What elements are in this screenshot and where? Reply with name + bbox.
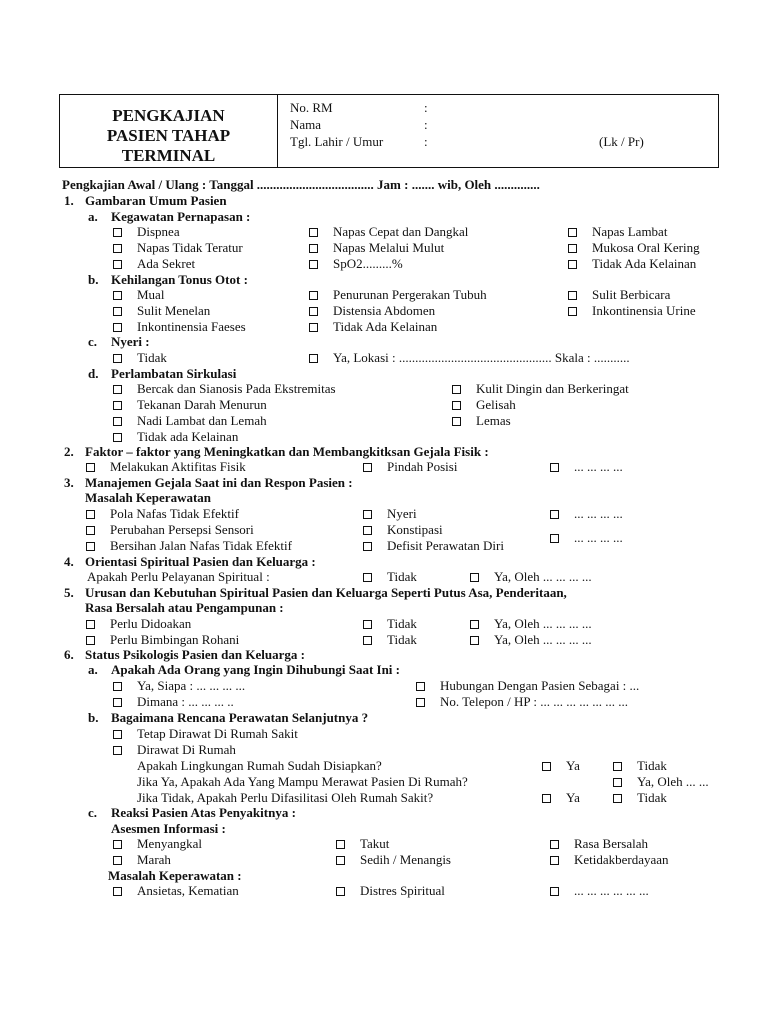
section-heading: Kegawatan Pernapasan : <box>111 209 251 224</box>
checkbox-option-label: Ada Sekret <box>137 256 196 271</box>
section-heading: a. <box>88 662 98 677</box>
checkbox-option-label: Takut <box>360 836 390 851</box>
checkbox-option-label: Ansietas, Kematian <box>137 883 239 898</box>
checkbox-option-label: Napas Melalui Mulut <box>333 240 445 255</box>
section-heading: 1. <box>64 193 74 208</box>
checkbox-option-label: Distensia Abdomen <box>333 303 436 318</box>
checkbox-icon[interactable] <box>550 510 559 519</box>
checkbox-option-label: Ya <box>566 790 580 805</box>
section-heading: Gambaran Umum Pasien <box>85 193 227 208</box>
checkbox-option-label: Pola Nafas Tidak Efektif <box>110 506 239 521</box>
checkbox-option-label: Tidak <box>637 790 667 805</box>
checkbox-icon[interactable] <box>113 746 122 755</box>
checkbox-icon[interactable] <box>309 354 318 363</box>
form-title <box>60 106 277 166</box>
checkbox-option-label: Pindah Posisi <box>387 459 458 474</box>
checkbox-icon[interactable] <box>336 856 345 865</box>
checkbox-icon[interactable] <box>363 526 372 535</box>
checkbox-icon[interactable] <box>568 244 577 253</box>
checkbox-icon[interactable] <box>336 840 345 849</box>
checkbox-icon[interactable] <box>113 260 122 269</box>
checkbox-icon[interactable] <box>113 417 122 426</box>
checkbox-icon[interactable] <box>363 463 372 472</box>
checkbox-icon[interactable] <box>86 620 95 629</box>
tgl-lahir-umur-separator: : <box>424 134 428 149</box>
gender-option-lk-pr: (Lk / Pr) <box>599 134 644 149</box>
section-heading: 5. <box>64 585 74 600</box>
checkbox-icon[interactable] <box>113 730 122 739</box>
checkbox-option-label: Tidak ada Kelainan <box>137 429 239 444</box>
checkbox-option-label: Defisit Perawatan Diri <box>387 538 504 553</box>
checkbox-icon[interactable] <box>416 698 425 707</box>
checkbox-option-label: Penurunan Pergerakan Tubuh <box>333 287 487 302</box>
checkbox-option-label: Tidak <box>137 350 167 365</box>
section-heading: c. <box>88 805 98 820</box>
checkbox-option-label: Lemas <box>476 413 511 428</box>
checkbox-icon[interactable] <box>113 354 122 363</box>
checkbox-option-label: Ya, Lokasi : ............................................... Skala : ........... <box>333 350 630 365</box>
checkbox-icon[interactable] <box>452 417 461 426</box>
section-heading: Masalah Keperawatan : <box>108 868 242 883</box>
checkbox-option-label: Tidak Ada Kelainan <box>333 319 438 334</box>
checkbox-option-label: Perlu Didoakan <box>110 616 192 631</box>
checkbox-option-label: ... ... ... ... <box>574 506 623 521</box>
checkbox-option-label: Perlu Bimbingan Rohani <box>110 632 240 647</box>
section-heading: 6. <box>64 647 74 662</box>
checkbox-icon[interactable] <box>309 244 318 253</box>
checkbox-icon[interactable] <box>113 856 122 865</box>
checkbox-icon[interactable] <box>542 794 551 803</box>
checkbox-option-label: ... ... ... ... <box>574 530 623 545</box>
checkbox-option-label: Menyangkal <box>137 836 202 851</box>
checkbox-icon[interactable] <box>363 620 372 629</box>
checkbox-option-label: Bercak dan Sianosis Pada Ekstremitas <box>137 381 336 396</box>
section-heading: Orientasi Spiritual Pasien dan Keluarga : <box>85 554 316 569</box>
checkbox-icon[interactable] <box>113 698 122 707</box>
checkbox-option-label: Rasa Bersalah <box>574 836 649 851</box>
checkbox-icon[interactable] <box>113 433 122 442</box>
nama-separator: : <box>424 117 428 132</box>
section-heading: Nyeri : <box>111 334 150 349</box>
checkbox-icon[interactable] <box>568 307 577 316</box>
section-heading: Status Psikologis Pasien dan Keluarga : <box>85 647 305 662</box>
checkbox-icon[interactable] <box>550 856 559 865</box>
section-heading: Urusan dan Kebutuhan Spiritual Pasien dan Keluarga Seperti Putus Asa, Penderitaan, <box>85 585 567 600</box>
form-text: Jika Tidak, Apakah Perlu Difasilitasi Oleh Rumah Sakit? <box>137 790 434 805</box>
form-text: Apakah Lingkungan Rumah Sudah Disiapkan? <box>137 758 382 773</box>
checkbox-option-label: Perubahan Persepsi Sensori <box>110 522 254 537</box>
section-heading: 3. <box>64 475 74 490</box>
checkbox-option-label: ... ... ... ... <box>574 459 623 474</box>
checkbox-option-label: Ya, Siapa : ... ... ... ... <box>137 678 246 693</box>
checkbox-option-label: Ya <box>566 758 580 773</box>
checkbox-option-label: Tekanan Darah Menurun <box>137 397 267 412</box>
checkbox-option-label: Hubungan Dengan Pasien Sebagai : ... <box>440 678 640 693</box>
section-heading: Pengkajian Awal / Ulang : Tanggal .................................... Jam : ....... wib, Oleh .............. <box>62 177 540 192</box>
section-heading: Manajemen Gejala Saat ini dan Respon Pasien : <box>85 475 353 490</box>
checkbox-icon[interactable] <box>416 682 425 691</box>
checkbox-icon[interactable] <box>363 542 372 551</box>
no-rm-label: No. RM <box>290 100 333 115</box>
section-heading: 2. <box>64 444 74 459</box>
checkbox-icon[interactable] <box>452 385 461 394</box>
checkbox-option-label: No. Telepon / HP : ... ... ... ... ... ... ... <box>440 694 628 709</box>
checkbox-icon[interactable] <box>550 840 559 849</box>
checkbox-option-label: Dimana : ... ... ... .. <box>137 694 234 709</box>
checkbox-option-label: Mukosa Oral Kering <box>592 240 700 255</box>
section-heading: Perlambatan Sirkulasi <box>111 366 237 381</box>
checkbox-option-label: Distres Spiritual <box>360 883 445 898</box>
checkbox-icon[interactable] <box>113 228 122 237</box>
section-heading: Bagaimana Rencana Perawatan Selanjutnya ? <box>111 710 369 725</box>
checkbox-option-label: Inkontinensia Faeses <box>137 319 246 334</box>
checkbox-option-label: Dispnea <box>137 224 180 239</box>
checkbox-icon[interactable] <box>86 636 95 645</box>
checkbox-icon[interactable] <box>470 620 479 629</box>
checkbox-icon[interactable] <box>86 463 95 472</box>
checkbox-icon[interactable] <box>452 401 461 410</box>
checkbox-icon[interactable] <box>550 463 559 472</box>
section-heading: Faktor – faktor yang Meningkatkan dan Membangkitksan Gejala Fisik : <box>85 444 489 459</box>
checkbox-icon[interactable] <box>363 636 372 645</box>
section-heading: Kehilangan Tonus Otot : <box>111 272 248 287</box>
checkbox-option-label: Tidak <box>637 758 667 773</box>
section-heading: c. <box>88 334 98 349</box>
section-heading: b. <box>88 272 99 287</box>
tgl-lahir-umur-label: Tgl. Lahir / Umur <box>290 134 384 149</box>
checkbox-option-label: Bersihan Jalan Nafas Tidak Efektif <box>110 538 292 553</box>
checkbox-icon[interactable] <box>309 228 318 237</box>
checkbox-option-label: Sulit Menelan <box>137 303 211 318</box>
section-heading: b. <box>88 710 99 725</box>
header-divider <box>277 95 278 167</box>
checkbox-icon[interactable] <box>550 887 559 896</box>
checkbox-icon[interactable] <box>86 510 95 519</box>
checkbox-icon[interactable] <box>113 244 122 253</box>
patient-header-box <box>59 94 719 168</box>
checkbox-option-label: Ya, Oleh ... ... ... ... <box>494 632 592 647</box>
checkbox-icon[interactable] <box>113 291 122 300</box>
section-heading: Asesmen Informasi : <box>111 821 226 836</box>
checkbox-icon[interactable] <box>363 573 372 582</box>
checkbox-option-label: Napas Tidak Teratur <box>137 240 243 255</box>
checkbox-option-label: Inkontinensia Urine <box>592 303 696 318</box>
checkbox-icon[interactable] <box>113 840 122 849</box>
checkbox-option-label: Marah <box>137 852 171 867</box>
checkbox-icon[interactable] <box>309 260 318 269</box>
checkbox-option-label: Ketidakberdayaan <box>574 852 669 867</box>
checkbox-icon[interactable] <box>86 542 95 551</box>
no-rm-separator: : <box>424 100 428 115</box>
checkbox-option-label: Nadi Lambat dan Lemah <box>137 413 267 428</box>
checkbox-option-label: Sedih / Menangis <box>360 852 451 867</box>
section-heading: 4. <box>64 554 74 569</box>
checkbox-icon[interactable] <box>309 307 318 316</box>
checkbox-icon[interactable] <box>309 291 318 300</box>
checkbox-option-label: ... ... ... ... ... ... <box>574 883 649 898</box>
checkbox-option-label: Tidak <box>387 616 417 631</box>
checkbox-icon[interactable] <box>113 385 122 394</box>
checkbox-icon[interactable] <box>470 573 479 582</box>
section-heading: Apakah Ada Orang yang Ingin Dihubungi Saat Ini : <box>111 662 401 677</box>
checkbox-icon[interactable] <box>336 887 345 896</box>
section-heading: Reaksi Pasien Atas Penyakitnya : <box>111 805 296 820</box>
checkbox-icon[interactable] <box>309 323 318 332</box>
checkbox-option-label: Tidak <box>387 569 417 584</box>
checkbox-option-label: Mual <box>137 287 165 302</box>
checkbox-icon[interactable] <box>113 323 122 332</box>
section-heading: a. <box>88 209 98 224</box>
form-title-line-1: PENGKAJIAN <box>112 106 225 125</box>
checkbox-icon[interactable] <box>613 778 622 787</box>
checkbox-icon[interactable] <box>113 682 122 691</box>
checkbox-option-label: Napas Lambat <box>592 224 668 239</box>
form-text: Jika Ya, Apakah Ada Yang Mampu Merawat Pasien Di Rumah? <box>137 774 468 789</box>
checkbox-option-label: Napas Cepat dan Dangkal <box>333 224 469 239</box>
checkbox-option-label: SpO2.........% <box>333 256 403 271</box>
checkbox-option-label: Nyeri <box>387 506 417 521</box>
checkbox-option-label: Gelisah <box>476 397 516 412</box>
checkbox-icon[interactable] <box>613 762 622 771</box>
section-heading: Masalah Keperawatan <box>85 490 212 505</box>
checkbox-icon[interactable] <box>568 228 577 237</box>
checkbox-icon[interactable] <box>113 401 122 410</box>
checkbox-option-label: Konstipasi <box>387 522 443 537</box>
checkbox-option-label: Kulit Dingin dan Berkeringat <box>476 381 629 396</box>
checkbox-option-label: Tidak <box>387 632 417 647</box>
nama-label: Nama <box>290 117 322 132</box>
form-title-line-3: TERMINAL <box>121 146 216 165</box>
checkbox-icon[interactable] <box>568 291 577 300</box>
checkbox-icon[interactable] <box>470 636 479 645</box>
checkbox-icon[interactable] <box>542 762 551 771</box>
checkbox-option-label: Melakukan Aktifitas Fisik <box>110 459 246 474</box>
checkbox-option-label: Ya, Oleh ... ... ... ... <box>494 616 592 631</box>
checkbox-icon[interactable] <box>113 307 122 316</box>
form-title-line-2: PASIEN TAHAP <box>106 126 231 145</box>
checkbox-icon[interactable] <box>613 794 622 803</box>
checkbox-option-label: Tetap Dirawat Di Rumah Sakit <box>137 726 298 741</box>
checkbox-icon[interactable] <box>86 526 95 535</box>
checkbox-option-label: Tidak Ada Kelainan <box>592 256 697 271</box>
checkbox-option-label: Ya, Oleh ... ... <box>637 774 709 789</box>
checkbox-icon[interactable] <box>568 260 577 269</box>
checkbox-option-label: Sulit Berbicara <box>592 287 671 302</box>
section-heading: d. <box>88 366 99 381</box>
checkbox-option-label: Dirawat Di Rumah <box>137 742 236 757</box>
checkbox-option-label: Ya, Oleh ... ... ... ... <box>494 569 592 584</box>
form-text: Apakah Perlu Pelayanan Spiritual : <box>87 569 270 584</box>
checkbox-icon[interactable] <box>113 887 122 896</box>
checkbox-icon[interactable] <box>363 510 372 519</box>
checkbox-icon[interactable] <box>550 534 559 543</box>
section-heading: Rasa Bersalah atau Pengampunan : <box>85 600 284 615</box>
